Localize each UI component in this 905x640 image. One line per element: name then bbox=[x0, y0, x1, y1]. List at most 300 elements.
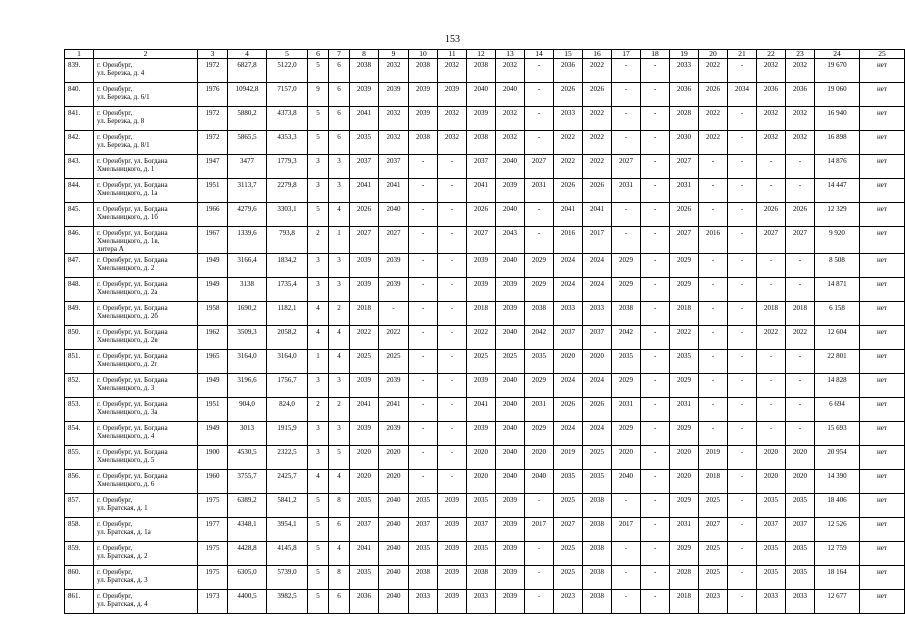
table-cell: 2027 bbox=[670, 227, 699, 254]
table-cell: - bbox=[641, 518, 670, 542]
table-cell: 2035 bbox=[670, 350, 699, 374]
table-cell: 2025 bbox=[699, 494, 728, 518]
table-cell: 2040 bbox=[467, 83, 496, 107]
table-cell: 2024 bbox=[554, 422, 583, 446]
table-cell: 2020 bbox=[350, 470, 379, 494]
table-cell: - bbox=[641, 254, 670, 278]
table-cell: - bbox=[641, 59, 670, 83]
table-cell: нет bbox=[860, 374, 905, 398]
table-cell: 2033 bbox=[554, 107, 583, 131]
table-cell: 2041 bbox=[467, 398, 496, 422]
table-row bbox=[65, 59, 905, 83]
table-cell: - bbox=[641, 302, 670, 326]
table-cell: 2039 bbox=[467, 107, 496, 131]
table-cell: 2032 bbox=[379, 131, 409, 155]
table-cell: 3 bbox=[308, 278, 329, 302]
table-cell: 2035 bbox=[583, 470, 612, 494]
table-cell: нет bbox=[860, 590, 905, 614]
table-cell: 1965 bbox=[198, 350, 228, 374]
table-cell: - bbox=[641, 494, 670, 518]
table-cell: 2041 bbox=[554, 203, 583, 227]
address-cell: г. Оренбург, ул. Богдана Хмельницкого, д. 2в bbox=[94, 326, 198, 350]
table-cell: 4 bbox=[308, 326, 329, 350]
table-row bbox=[65, 227, 905, 254]
column-number: 6 bbox=[308, 50, 329, 59]
table-cell: 12 329 bbox=[815, 203, 860, 227]
table-cell: 2039 bbox=[467, 422, 496, 446]
table-cell: 2022 bbox=[699, 59, 728, 83]
table-cell: 2020 bbox=[467, 446, 496, 470]
table-cell: нет bbox=[860, 254, 905, 278]
table-cell: 2022 bbox=[350, 326, 379, 350]
table-cell: 2035 bbox=[612, 350, 641, 374]
table-cell: 2024 bbox=[583, 422, 612, 446]
table-cell: 2037 bbox=[350, 518, 379, 542]
table-cell: 2018 bbox=[757, 302, 786, 326]
table-cell: - bbox=[641, 374, 670, 398]
table-cell: 2029 bbox=[670, 542, 699, 566]
table-cell: - bbox=[641, 590, 670, 614]
table-cell: 5 bbox=[308, 494, 329, 518]
table-cell: 6 bbox=[329, 131, 350, 155]
table-cell: 2039 bbox=[379, 422, 409, 446]
column-number: 23 bbox=[786, 50, 815, 59]
table-cell: - bbox=[409, 227, 438, 254]
table-cell: - bbox=[786, 155, 815, 179]
table-cell: - bbox=[525, 227, 554, 254]
table-cell: 2029 bbox=[670, 494, 699, 518]
table-cell: 1834,2 bbox=[267, 254, 308, 278]
table-cell: 2035 bbox=[409, 542, 438, 566]
table-cell: 3 bbox=[329, 254, 350, 278]
table-cell: - bbox=[525, 59, 554, 83]
table-cell: 2022 bbox=[379, 326, 409, 350]
table-cell: 8 508 bbox=[815, 254, 860, 278]
table-cell: нет bbox=[860, 326, 905, 350]
table-row bbox=[65, 446, 905, 470]
table-cell: 2024 bbox=[554, 374, 583, 398]
table-cell: 2030 bbox=[670, 131, 699, 155]
table-header-row bbox=[65, 50, 905, 59]
table-cell: - bbox=[728, 203, 757, 227]
table-cell: 2026 bbox=[583, 179, 612, 203]
table-cell: 2038 bbox=[350, 59, 379, 83]
table-cell: 2279,8 bbox=[267, 179, 308, 203]
table-cell: 2020 bbox=[612, 446, 641, 470]
table-cell: - bbox=[757, 155, 786, 179]
table-cell: 2022 bbox=[583, 155, 612, 179]
table-cell: нет bbox=[860, 398, 905, 422]
table-cell: - bbox=[641, 326, 670, 350]
table-cell: 1966 bbox=[198, 203, 228, 227]
table-cell: - bbox=[728, 302, 757, 326]
table-cell: 2024 bbox=[583, 278, 612, 302]
table-cell: 2025 bbox=[554, 494, 583, 518]
table-cell: 2035 bbox=[554, 470, 583, 494]
table-cell: 5 bbox=[308, 203, 329, 227]
table-cell: - bbox=[699, 179, 728, 203]
table-cell: 2018 bbox=[670, 302, 699, 326]
table-cell: 5880,2 bbox=[228, 107, 267, 131]
table-cell: нет bbox=[860, 179, 905, 203]
table-cell: 3 bbox=[308, 179, 329, 203]
table-cell: 2040 bbox=[525, 470, 554, 494]
table-cell: 2020 bbox=[554, 350, 583, 374]
table-cell: 2035 bbox=[786, 494, 815, 518]
table-cell: 2039 bbox=[409, 107, 438, 131]
table-cell: 2040 bbox=[496, 83, 525, 107]
table-cell: - bbox=[438, 227, 467, 254]
table-cell: - bbox=[728, 179, 757, 203]
column-number: 13 bbox=[496, 50, 525, 59]
table-cell: - bbox=[525, 590, 554, 614]
table-cell: 2041 bbox=[350, 398, 379, 422]
table-cell: 2038 bbox=[583, 566, 612, 590]
table-cell: - bbox=[757, 350, 786, 374]
table-cell: 2034 bbox=[728, 83, 757, 107]
table-cell: 2032 bbox=[757, 131, 786, 155]
table-cell: 2038 bbox=[409, 131, 438, 155]
table-cell: 2017 bbox=[612, 518, 641, 542]
table-cell: 3 bbox=[308, 374, 329, 398]
table-cell: - bbox=[757, 398, 786, 422]
table-cell: 2026 bbox=[699, 83, 728, 107]
table-cell: 14 390 bbox=[815, 470, 860, 494]
table-row bbox=[65, 83, 905, 107]
table-cell: 12 604 bbox=[815, 326, 860, 350]
table-cell: 4 bbox=[329, 350, 350, 374]
table-cell: - bbox=[641, 203, 670, 227]
table-cell: 2040 bbox=[496, 326, 525, 350]
table-cell: - bbox=[409, 470, 438, 494]
table-cell: - bbox=[728, 155, 757, 179]
table-cell: нет bbox=[860, 446, 905, 470]
column-number: 5 bbox=[267, 50, 308, 59]
table-cell: 2038 bbox=[467, 566, 496, 590]
table-cell: 2025 bbox=[699, 542, 728, 566]
table-cell: - bbox=[612, 59, 641, 83]
column-number: 21 bbox=[728, 50, 757, 59]
table-cell: 2035 bbox=[467, 494, 496, 518]
table-cell: 2032 bbox=[496, 131, 525, 155]
table-cell: 2032 bbox=[757, 59, 786, 83]
table-cell: 2025 bbox=[554, 566, 583, 590]
table-cell: нет bbox=[860, 107, 905, 131]
table-cell: 2020 bbox=[786, 470, 815, 494]
address-cell: г. Оренбург, ул. Богдана Хмельницкого, д. 6 bbox=[94, 470, 198, 494]
table-cell: 2038 bbox=[525, 302, 554, 326]
table-cell: 2039 bbox=[350, 254, 379, 278]
table-cell: 19 060 bbox=[815, 83, 860, 107]
table-cell: 2040 bbox=[379, 518, 409, 542]
table-cell: 2031 bbox=[612, 398, 641, 422]
table-cell: 2029 bbox=[670, 374, 699, 398]
table-cell: 12 759 bbox=[815, 542, 860, 566]
table-cell: 4 bbox=[308, 470, 329, 494]
table-cell: 2033 bbox=[583, 302, 612, 326]
table-cell: нет bbox=[860, 470, 905, 494]
table-cell: - bbox=[641, 83, 670, 107]
table-cell: 2020 bbox=[670, 470, 699, 494]
table-cell: 2035 bbox=[350, 494, 379, 518]
table-cell: 8 bbox=[329, 494, 350, 518]
table-cell: 2039 bbox=[379, 254, 409, 278]
table-row bbox=[65, 398, 905, 422]
table-cell: 6 694 bbox=[815, 398, 860, 422]
table-cell: 3 bbox=[329, 422, 350, 446]
table-cell: - bbox=[728, 350, 757, 374]
table-cell: 2041 bbox=[583, 203, 612, 227]
table-cell: - bbox=[728, 566, 757, 590]
table-cell: 2026 bbox=[467, 203, 496, 227]
table-cell: - bbox=[525, 107, 554, 131]
table-cell: 2 bbox=[329, 302, 350, 326]
table-cell: 2024 bbox=[583, 254, 612, 278]
table-cell: 2028 bbox=[670, 107, 699, 131]
table-cell: - bbox=[786, 179, 815, 203]
table-cell: 2038 bbox=[467, 131, 496, 155]
row-number: 851. bbox=[65, 350, 94, 374]
table-cell: 2 bbox=[308, 398, 329, 422]
table-cell: - bbox=[699, 302, 728, 326]
table-cell: - bbox=[699, 398, 728, 422]
table-cell: 2026 bbox=[350, 203, 379, 227]
table-cell: 1972 bbox=[198, 59, 228, 83]
table-cell: 2040 bbox=[379, 590, 409, 614]
table-cell: - bbox=[728, 254, 757, 278]
row-number: 850. bbox=[65, 326, 94, 350]
table-cell: 5 bbox=[308, 107, 329, 131]
table-cell: - bbox=[786, 374, 815, 398]
table-cell: 2022 bbox=[699, 131, 728, 155]
table-row bbox=[65, 179, 905, 203]
table-cell: - bbox=[438, 470, 467, 494]
row-number: 859. bbox=[65, 542, 94, 566]
table-cell: 5122,0 bbox=[267, 59, 308, 83]
table-cell: - bbox=[525, 566, 554, 590]
table-cell: 2039 bbox=[438, 542, 467, 566]
table-cell: 2027 bbox=[379, 227, 409, 254]
address-cell: г. Оренбург, ул. Братская, д. 1а bbox=[94, 518, 198, 542]
table-cell: 2018 bbox=[699, 470, 728, 494]
table-cell: 22 801 bbox=[815, 350, 860, 374]
table-cell: 2019 bbox=[554, 446, 583, 470]
address-cell: г. Оренбург, ул. Братская, д. 4 bbox=[94, 590, 198, 614]
table-cell: 4145,8 bbox=[267, 542, 308, 566]
table-cell: 2029 bbox=[612, 278, 641, 302]
table-cell: - bbox=[438, 302, 467, 326]
column-number: 11 bbox=[438, 50, 467, 59]
column-number: 24 bbox=[815, 50, 860, 59]
table-cell: нет bbox=[860, 155, 905, 179]
table-row bbox=[65, 422, 905, 446]
table-cell: 1962 bbox=[198, 326, 228, 350]
table-cell: - bbox=[699, 203, 728, 227]
table-cell: 1900 bbox=[198, 446, 228, 470]
table-cell: 2041 bbox=[350, 107, 379, 131]
table-cell: - bbox=[409, 374, 438, 398]
table-cell: - bbox=[757, 278, 786, 302]
table-cell: 2026 bbox=[554, 398, 583, 422]
table-cell: 2032 bbox=[786, 59, 815, 83]
table-cell: 1960 bbox=[198, 470, 228, 494]
table-cell: - bbox=[612, 542, 641, 566]
table-cell: 2037 bbox=[409, 518, 438, 542]
table-cell: 6 bbox=[329, 107, 350, 131]
table-cell: 2026 bbox=[583, 398, 612, 422]
table-cell: 1947 bbox=[198, 155, 228, 179]
address-cell: г. Оренбург, ул. Березка, д. 6/1 bbox=[94, 83, 198, 107]
table-cell: 2036 bbox=[554, 59, 583, 83]
table-cell: 2039 bbox=[496, 518, 525, 542]
table-cell: 2041 bbox=[350, 542, 379, 566]
table-cell: 2023 bbox=[554, 590, 583, 614]
address-cell: г. Оренбург, ул. Богдана Хмельницкого, д. 1 bbox=[94, 155, 198, 179]
table-cell: 2029 bbox=[670, 422, 699, 446]
table-cell: 6305,0 bbox=[228, 566, 267, 590]
table-cell: - bbox=[641, 278, 670, 302]
address-cell: г. Оренбург, ул. Березка, д. 8/1 bbox=[94, 131, 198, 155]
table-row bbox=[65, 374, 905, 398]
row-number: 857. bbox=[65, 494, 94, 518]
table-cell: 5 bbox=[308, 542, 329, 566]
table-cell: 3 bbox=[308, 254, 329, 278]
table-cell: 2039 bbox=[467, 278, 496, 302]
table-cell: 2033 bbox=[409, 590, 438, 614]
table-cell: 2040 bbox=[496, 254, 525, 278]
column-number: 1 bbox=[65, 50, 94, 59]
table-cell: 2037 bbox=[467, 518, 496, 542]
address-cell: г. Оренбург, ул. Березка, д. 4 bbox=[94, 59, 198, 83]
table-cell: 4 bbox=[329, 326, 350, 350]
table-row bbox=[65, 350, 905, 374]
table-cell: - bbox=[728, 278, 757, 302]
table-cell: 18 164 bbox=[815, 566, 860, 590]
table-cell: 1975 bbox=[198, 542, 228, 566]
table-cell: 2039 bbox=[438, 590, 467, 614]
table-cell: 2020 bbox=[350, 446, 379, 470]
table-cell: 2029 bbox=[612, 422, 641, 446]
table-cell: 6 bbox=[329, 590, 350, 614]
table-cell: 2039 bbox=[496, 590, 525, 614]
table-cell: 5 bbox=[308, 566, 329, 590]
table-cell: 2027 bbox=[699, 518, 728, 542]
table-cell: 2040 bbox=[496, 374, 525, 398]
table-cell: 2035 bbox=[525, 350, 554, 374]
table-cell: - bbox=[699, 278, 728, 302]
table-cell: 2019 bbox=[699, 446, 728, 470]
table-cell: - bbox=[641, 350, 670, 374]
table-cell: 4348,1 bbox=[228, 518, 267, 542]
table-cell: 1949 bbox=[198, 374, 228, 398]
table-cell: 2038 bbox=[583, 518, 612, 542]
table-cell: 2033 bbox=[786, 590, 815, 614]
table-cell: - bbox=[699, 155, 728, 179]
table-cell: 2039 bbox=[496, 179, 525, 203]
table-cell: 2028 bbox=[670, 566, 699, 590]
table-cell: 1975 bbox=[198, 494, 228, 518]
table-cell: нет bbox=[860, 278, 905, 302]
table-cell: 4400,5 bbox=[228, 590, 267, 614]
column-number: 14 bbox=[525, 50, 554, 59]
table-cell: 1975 bbox=[198, 566, 228, 590]
table-cell: 5 bbox=[308, 590, 329, 614]
table-cell: 2040 bbox=[496, 470, 525, 494]
table-cell: - bbox=[641, 398, 670, 422]
column-number: 3 bbox=[198, 50, 228, 59]
table-cell: 2020 bbox=[583, 350, 612, 374]
table-cell: 2026 bbox=[583, 83, 612, 107]
table-cell: 2022 bbox=[699, 107, 728, 131]
table-cell: 2026 bbox=[554, 83, 583, 107]
row-number: 845. bbox=[65, 203, 94, 227]
column-number: 9 bbox=[379, 50, 409, 59]
table-cell: 2039 bbox=[496, 494, 525, 518]
table-cell: 2039 bbox=[438, 518, 467, 542]
table-cell: 2018 bbox=[670, 590, 699, 614]
table-cell: 904,0 bbox=[228, 398, 267, 422]
table-cell: нет bbox=[860, 494, 905, 518]
table-cell: 2038 bbox=[467, 59, 496, 83]
table-cell: 2022 bbox=[786, 326, 815, 350]
table-cell: - bbox=[728, 470, 757, 494]
table-cell: 3164,0 bbox=[228, 350, 267, 374]
table-cell: - bbox=[757, 254, 786, 278]
table-cell: 1779,3 bbox=[267, 155, 308, 179]
table-cell: 2039 bbox=[350, 374, 379, 398]
table-cell: - bbox=[409, 398, 438, 422]
table-cell: 2037 bbox=[350, 155, 379, 179]
table-cell: 2038 bbox=[409, 59, 438, 83]
column-number: 19 bbox=[670, 50, 699, 59]
table-cell: 1756,7 bbox=[267, 374, 308, 398]
table-cell: - bbox=[641, 131, 670, 155]
table-cell: 2029 bbox=[612, 374, 641, 398]
table-cell: - bbox=[757, 422, 786, 446]
address-cell: г. Оренбург, ул. Богдана Хмельницкого, д. 2б bbox=[94, 302, 198, 326]
table-cell: 4 bbox=[308, 302, 329, 326]
table-cell: 2038 bbox=[612, 302, 641, 326]
table-cell: 2016 bbox=[699, 227, 728, 254]
table-row bbox=[65, 203, 905, 227]
table-cell: 16 940 bbox=[815, 107, 860, 131]
table-cell: 2027 bbox=[525, 155, 554, 179]
table-cell: 2029 bbox=[525, 254, 554, 278]
table-cell: - bbox=[728, 374, 757, 398]
table-cell: 2020 bbox=[670, 446, 699, 470]
table-cell: 2029 bbox=[670, 254, 699, 278]
table-cell: 2040 bbox=[496, 203, 525, 227]
address-cell: г. Оренбург, ул. Богдана Хмельницкого, д. 1в, литера А bbox=[94, 227, 198, 254]
row-number: 853. bbox=[65, 398, 94, 422]
table-cell: 1977 bbox=[198, 518, 228, 542]
table-cell: 2022 bbox=[583, 107, 612, 131]
table-cell: 2027 bbox=[670, 155, 699, 179]
table-cell: 2041 bbox=[350, 179, 379, 203]
table-cell: 2 bbox=[329, 398, 350, 422]
table-cell: 2025 bbox=[699, 566, 728, 590]
table-cell: - bbox=[438, 446, 467, 470]
table-cell: 12 526 bbox=[815, 518, 860, 542]
table-cell: 2038 bbox=[583, 542, 612, 566]
table-cell: 1949 bbox=[198, 278, 228, 302]
table-cell: 5 bbox=[308, 131, 329, 155]
table-cell: 3013 bbox=[228, 422, 267, 446]
table-cell: 7157,0 bbox=[267, 83, 308, 107]
table-cell: 5865,5 bbox=[228, 131, 267, 155]
table-cell: 793,8 bbox=[267, 227, 308, 254]
table-cell: 3164,0 bbox=[267, 350, 308, 374]
